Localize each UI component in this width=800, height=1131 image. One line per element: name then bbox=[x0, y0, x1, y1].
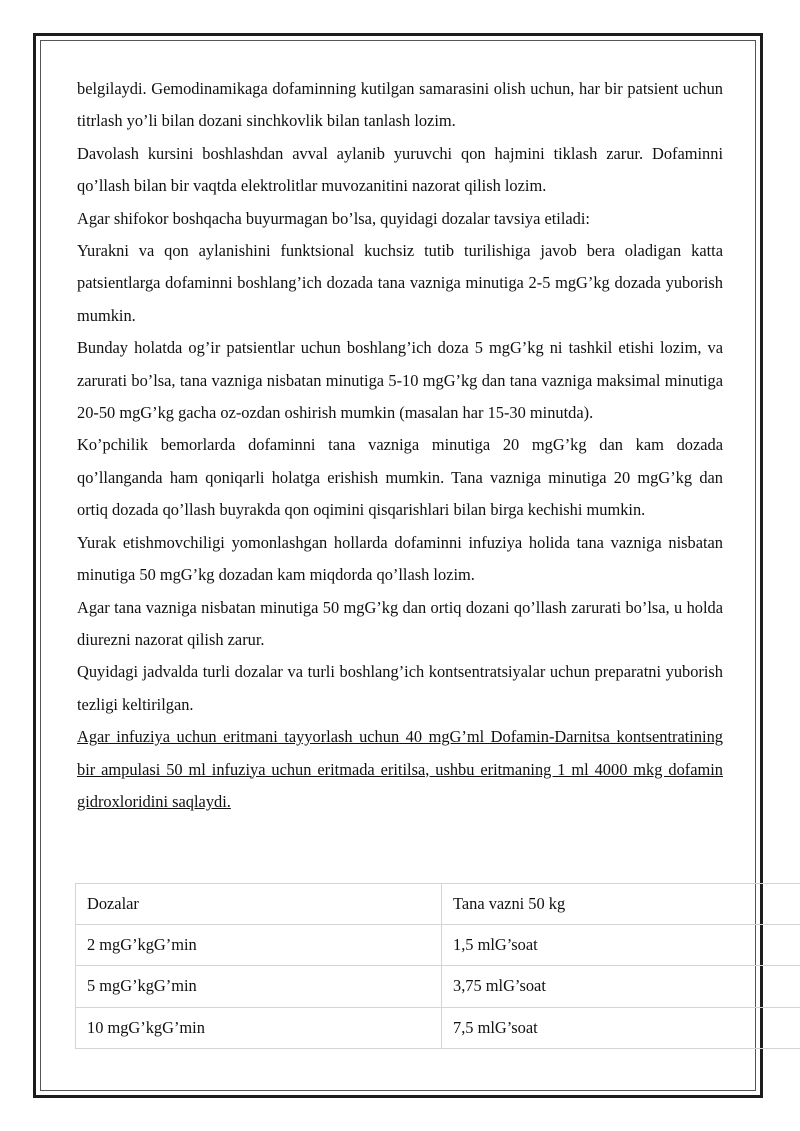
table-header-cell: Tana vazni 50 kg bbox=[442, 884, 800, 925]
paragraph: Yurakni va qon aylanishini funktsional kuchsiz tutib turilishiga javob bera oladigan katta patsientlarga dofaminni boshlang’ich dozada tana vazniga minutiga 2-5 mgG’kg dozada yuborish mumkin. bbox=[77, 241, 723, 325]
table-cell: 3,75 mlG’soat bbox=[442, 966, 800, 1007]
table-cell: 10 mgG’kgG’min bbox=[76, 1007, 442, 1048]
paragraph: Quyidagi jadvalda turli dozalar va turli boshlang’ich kontsentratsiyalar uchun preparatni yuborish tezligi keltirilgan. bbox=[77, 662, 723, 714]
table-row bbox=[76, 1007, 800, 1048]
table-cell: 1,5 mlG’soat bbox=[442, 925, 800, 966]
paragraph: Ko’pchilik bemorlarda dofaminni tana vazniga minutiga 20 mgG’kg dan kam dozada qo’llanganda ham qoniqarli holatga erishish mumkin. Tana vazniga minutiga 20 mgG’kg dan ortiq dozada qo’llash buyrakda qon oqimini qisqarishlari bilan birga kechishi mumkin. bbox=[77, 435, 723, 520]
paragraph: Bunday holatda og’ir patsientlar uchun boshlang’ich doza 5 mgG’kg ni tashkil etishi lozim, va zarurati bo’lsa, tana vazniga nisbatan minutiga 5-10 mgG’kg dan tana vazniga maksimal minutiga 20-50 mgG’kg gacha oz-ozdan oshirish mumkin (masalan har 15-30 minutda). bbox=[77, 338, 723, 423]
paragraph: Davolash kursini boshlashdan avval aylanib yuruvchi qon hajmini tiklash zarur. Dofaminni qo’llash bilan bir vaqtda elektrolitlar muvozanitini nazorat qilish lozim. bbox=[77, 143, 723, 196]
table-cell: 7,5 mlG’soat bbox=[442, 1007, 800, 1048]
paragraph: Agar tana vazniga nisbatan minutiga 50 mgG’kg dan ortiq dozani qo’llash zarurati bo’lsa, u holda diurezni nazorat qilish zarur. bbox=[77, 597, 723, 649]
underlined-paragraph: Agar infuziya uchun eritmani tayyorlash uchun 40 mgG’ml Dofamin-Darnitsa kontsentratining bir ampulasi 50 ml infuziya uchun eritmada eritilsa, ushbu eritmaning 1 ml 4000 mkg dofamin gidroxloridini saqlaydi. bbox=[77, 727, 723, 811]
table-row bbox=[76, 966, 800, 1007]
document-body bbox=[77, 73, 723, 818]
paragraph: Yurak etishmovchiligi yomonlashgan hollarda dofaminni infuziya holida tana vazniga nisbatan minutiga 50 mgG’kg dozadan kam miqdorda qo’llash lozim. bbox=[77, 532, 723, 585]
table-header-row bbox=[76, 884, 800, 925]
table-row bbox=[76, 925, 800, 966]
dose-table bbox=[75, 883, 800, 1049]
table-cell: 2 mgG’kgG’min bbox=[76, 925, 442, 966]
paragraph: belgilaydi. Gemodinamikaga dofaminning kutilgan samarasini olish uchun, har bir patsient uchun titrlash yo’li bilan dozani sinchkovlik bilan tanlash lozim. bbox=[77, 79, 723, 131]
table-header-cell: Dozalar bbox=[76, 884, 442, 925]
table-cell: 5 mgG’kgG’min bbox=[76, 966, 442, 1007]
paragraph: Agar shifokor boshqacha buyurmagan bo’lsa, quyidagi dozalar tavsiya etiladi: bbox=[77, 208, 590, 228]
